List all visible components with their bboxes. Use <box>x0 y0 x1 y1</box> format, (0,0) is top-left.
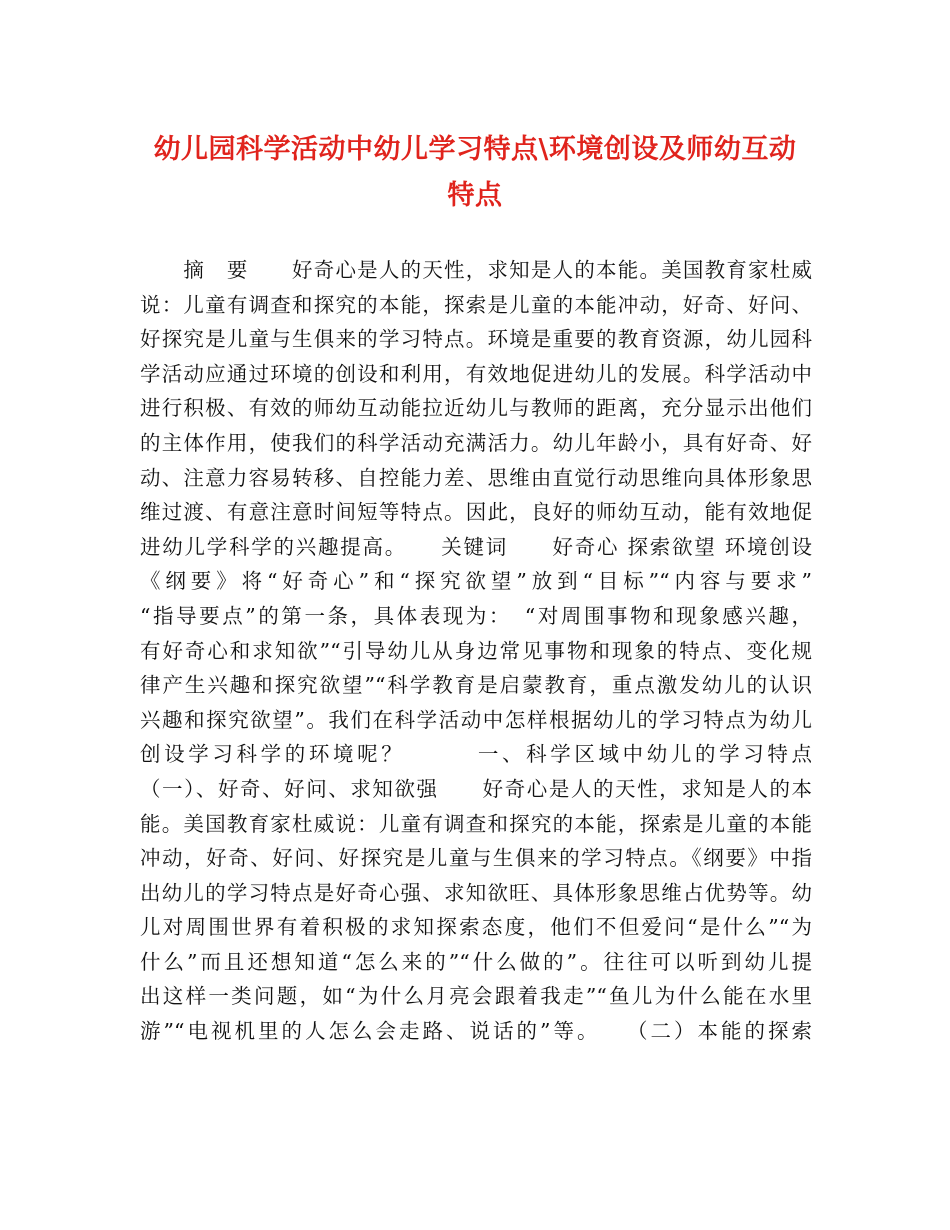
body-line: 兴趣和探究欲望”。我们在科学活动中怎样根据幼儿的学习特点为幼儿 <box>140 707 812 732</box>
body-line: 创设学习科学的环境呢？ 一、科学区域中幼儿的学习特点 <box>140 742 812 767</box>
title-line-1: 幼儿园科学活动中幼儿学习特点\环境创设及师幼互动 <box>153 134 797 165</box>
title-line-2: 特点 <box>447 180 503 211</box>
body-line: 的主体作用，使我们的科学活动充满活力。幼儿年龄小，具有好奇、好 <box>140 430 812 455</box>
body-line: 游”“电视机里的人怎么会走路、说话的”等。 （二）本能的探索 <box>140 1019 812 1044</box>
body-line: 进行积极、有效的师幼互动能拉近幼儿与教师的距离，充分显示出他们 <box>140 396 812 421</box>
body-line: 维过渡、有意注意时间短等特点。因此，良好的师幼互动，能有效地促 <box>140 500 812 525</box>
document-title <box>120 127 830 219</box>
body-line: 学活动应通过环境的创设和利用，有效地促进幼儿的发展。科学活动中 <box>140 361 812 386</box>
body-line: 《纲要》将“好奇心”和“探究欲望”放到“目标”“内容与要求” <box>140 569 812 594</box>
body-line: 冲动，好奇、好问、好探究是儿童与生俱来的学习特点。《纲要》中指 <box>140 846 812 871</box>
body-line: 出幼儿的学习特点是好奇心强、求知欲旺、具体形象思维占优势等。幼 <box>140 880 812 905</box>
body-line: 进幼儿学科学的兴趣提高。 关键词 好奇心 探索欲望 环境创设 <box>140 534 812 559</box>
body-line: 说：儿童有调查和探究的本能，探索是儿童的本能冲动，好奇、好问、 <box>140 292 812 317</box>
body-line: 能。美国教育家杜威说：儿童有调查和探究的本能，探索是儿童的本能 <box>140 811 812 836</box>
document-body <box>140 253 812 1049</box>
body-line: 动、注意力容易转移、自控能力差、思维由直觉行动思维向具体形象思 <box>140 465 812 490</box>
body-line: 好探究是儿童与生俱来的学习特点。环境是重要的教育资源，幼儿园科 <box>140 327 812 352</box>
body-line: “指导要点”的第一条，具体表现为： “对周围事物和现象感兴趣， <box>140 603 812 628</box>
body-line: 摘 要 好奇心是人的天性，求知是人的本能。美国教育家杜威 <box>140 258 812 282</box>
body-line: 儿对周围世界有着积极的求知探索态度，他们不但爱问“是什么”“为 <box>140 915 812 940</box>
body-line: 律产生兴趣和探究欲望”“科学教育是启蒙教育，重点激发幼儿的认识 <box>140 673 812 698</box>
body-line: 有好奇心和求知欲”“引导幼儿从身边常见事物和现象的特点、变化规 <box>140 638 812 663</box>
body-line: 出这样一类问题，如“为什么月亮会跟着我走”“鱼儿为什么能在水里 <box>140 984 812 1009</box>
body-line: 什么”而且还想知道“怎么来的”“什么做的”。往往可以听到幼儿提 <box>140 949 812 974</box>
body-line: （一）、好奇、好问、求知欲强 好奇心是人的天性，求知是人的本 <box>140 776 812 801</box>
